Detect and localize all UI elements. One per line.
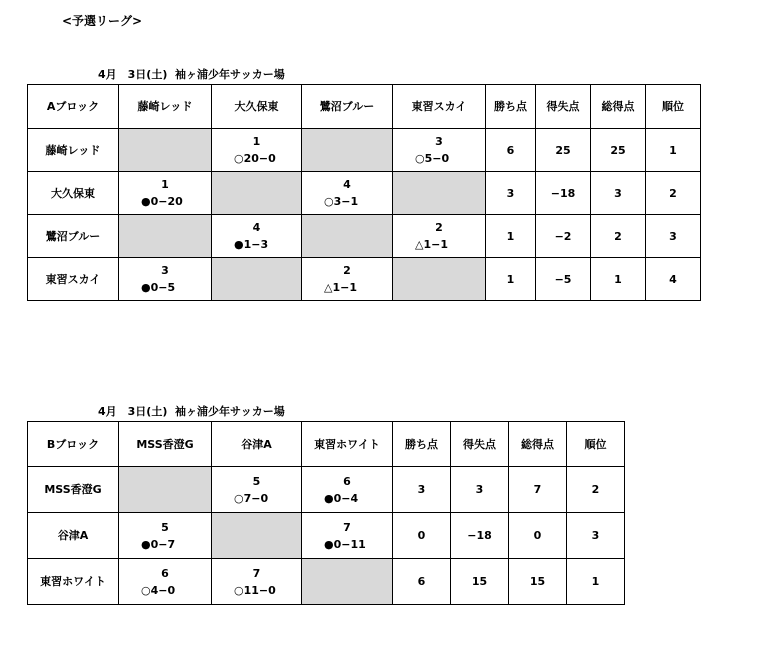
match-score: ○20−0 [234, 152, 276, 165]
blank-cell [302, 215, 393, 258]
points-cell: 3 [393, 467, 451, 513]
header-cell: 東習スカイ [393, 85, 486, 129]
goal-diff-cell: 3 [451, 467, 509, 513]
match-score: ●1−3 [234, 238, 269, 251]
match-result-cell [393, 129, 486, 172]
header-cell: 総得点 [591, 85, 646, 129]
table-row [28, 129, 701, 172]
header-cell: MSS香澄G [119, 422, 212, 467]
match-score: ●0−20 [141, 195, 183, 208]
header-cell: 順位 [646, 85, 701, 129]
total-goals-cell: 2 [591, 215, 646, 258]
match-number: 1 [161, 178, 169, 191]
blank-cell [302, 129, 393, 172]
table-row [28, 467, 625, 513]
match-number: 6 [343, 474, 351, 488]
match-number: 3 [161, 264, 169, 277]
blank-cell [212, 172, 302, 215]
match-result-cell [212, 129, 302, 172]
header-row [28, 422, 625, 467]
goal-diff-cell: −18 [451, 513, 509, 559]
rank-cell: 3 [567, 513, 625, 559]
blank-cell [119, 467, 212, 513]
match-result-cell [302, 258, 393, 301]
blank-cell [212, 258, 302, 301]
match-score: ●0−5 [141, 281, 176, 294]
header-cell: 総得点 [509, 422, 567, 467]
match-result-cell [212, 467, 302, 513]
total-goals-cell: 15 [509, 559, 567, 605]
header-cell: 得失点 [451, 422, 509, 467]
goal-diff-cell: −5 [536, 258, 591, 301]
header-cell: 谷津A [212, 422, 302, 467]
match-score: ○11−0 [234, 583, 276, 597]
blank-cell [119, 129, 212, 172]
header-cell: 順位 [567, 422, 625, 467]
header-cell: 勝ち点 [393, 422, 451, 467]
match-number: 7 [343, 520, 351, 534]
match-number: 2 [343, 264, 351, 277]
match-result-cell [119, 559, 212, 605]
table-row [28, 172, 701, 215]
header-cell: 東習ホワイト [302, 422, 393, 467]
total-goals-cell: 7 [509, 467, 567, 513]
points-cell: 6 [393, 559, 451, 605]
blank-cell [212, 513, 302, 559]
match-number: 5 [161, 520, 169, 534]
header-cell: 藤崎レッド [119, 85, 212, 129]
match-result-cell [393, 215, 486, 258]
rank-cell: 2 [567, 467, 625, 513]
blank-cell [302, 559, 393, 605]
header-cell: 鷺沼ブルー [302, 85, 393, 129]
league-a-date: 4月 3日(土) 袖ヶ浦少年サッカー場 [98, 68, 285, 81]
rank-cell: 1 [646, 129, 701, 172]
goal-diff-cell: −2 [536, 215, 591, 258]
match-number: 2 [435, 221, 443, 234]
header-cell: 得失点 [536, 85, 591, 129]
header-cell: 大久保東 [212, 85, 302, 129]
total-goals-cell: 1 [591, 258, 646, 301]
header-cell: 勝ち点 [486, 85, 536, 129]
match-result-cell [302, 467, 393, 513]
match-score: ●0−11 [324, 537, 366, 551]
match-score: △1−1 [415, 238, 448, 251]
match-number: 3 [435, 135, 443, 148]
match-result-cell [119, 172, 212, 215]
match-result-cell [119, 258, 212, 301]
match-score: ●0−7 [141, 537, 176, 551]
blank-cell [393, 172, 486, 215]
table-row [28, 513, 625, 559]
match-result-cell [212, 559, 302, 605]
header-cell: Bブロック [28, 422, 119, 467]
rank-cell: 1 [567, 559, 625, 605]
header-row [28, 85, 701, 129]
team-name-cell: MSS香澄G [28, 467, 119, 513]
points-cell: 1 [486, 215, 536, 258]
team-name-cell: 鷺沼ブルー [28, 215, 119, 258]
goal-diff-cell: 25 [536, 129, 591, 172]
total-goals-cell: 0 [509, 513, 567, 559]
team-name-cell: 谷津A [28, 513, 119, 559]
league-a-table [27, 84, 701, 301]
match-number: 7 [252, 566, 261, 580]
match-number: 4 [343, 178, 351, 191]
goal-diff-cell: 15 [451, 559, 509, 605]
total-goals-cell: 25 [591, 129, 646, 172]
league-b-date: 4月 3日(土) 袖ヶ浦少年サッカー場 [98, 405, 285, 418]
table-row [28, 215, 701, 258]
points-cell: 3 [486, 172, 536, 215]
goal-diff-cell: −18 [536, 172, 591, 215]
match-number: 5 [252, 474, 261, 488]
rank-cell: 3 [646, 215, 701, 258]
match-result-cell [302, 172, 393, 215]
match-score: ○3−1 [324, 195, 359, 208]
blank-cell [393, 258, 486, 301]
match-score: ○4−0 [141, 583, 176, 597]
rank-cell: 2 [646, 172, 701, 215]
match-score: ○5−0 [415, 152, 450, 165]
table-row [28, 559, 625, 605]
match-result-cell [119, 513, 212, 559]
table-row [28, 258, 701, 301]
team-name-cell: 東習ホワイト [28, 559, 119, 605]
team-name-cell: 東習スカイ [28, 258, 119, 301]
match-score: ●0−4 [324, 491, 359, 505]
league-b-table [27, 421, 625, 605]
rank-cell: 4 [646, 258, 701, 301]
team-name-cell: 大久保東 [28, 172, 119, 215]
blank-cell [119, 215, 212, 258]
match-number: 4 [252, 221, 261, 234]
match-result-cell [212, 215, 302, 258]
points-cell: 0 [393, 513, 451, 559]
match-score: ○7−0 [234, 491, 269, 505]
match-number: 6 [161, 566, 169, 580]
match-result-cell [302, 513, 393, 559]
points-cell: 1 [486, 258, 536, 301]
header-cell: Aブロック [28, 85, 119, 129]
match-number: 1 [252, 135, 261, 148]
points-cell: 6 [486, 129, 536, 172]
team-name-cell: 藤崎レッド [28, 129, 119, 172]
match-score: △1−1 [324, 281, 357, 294]
total-goals-cell: 3 [591, 172, 646, 215]
page-title: <予選リーグ> [62, 14, 143, 28]
